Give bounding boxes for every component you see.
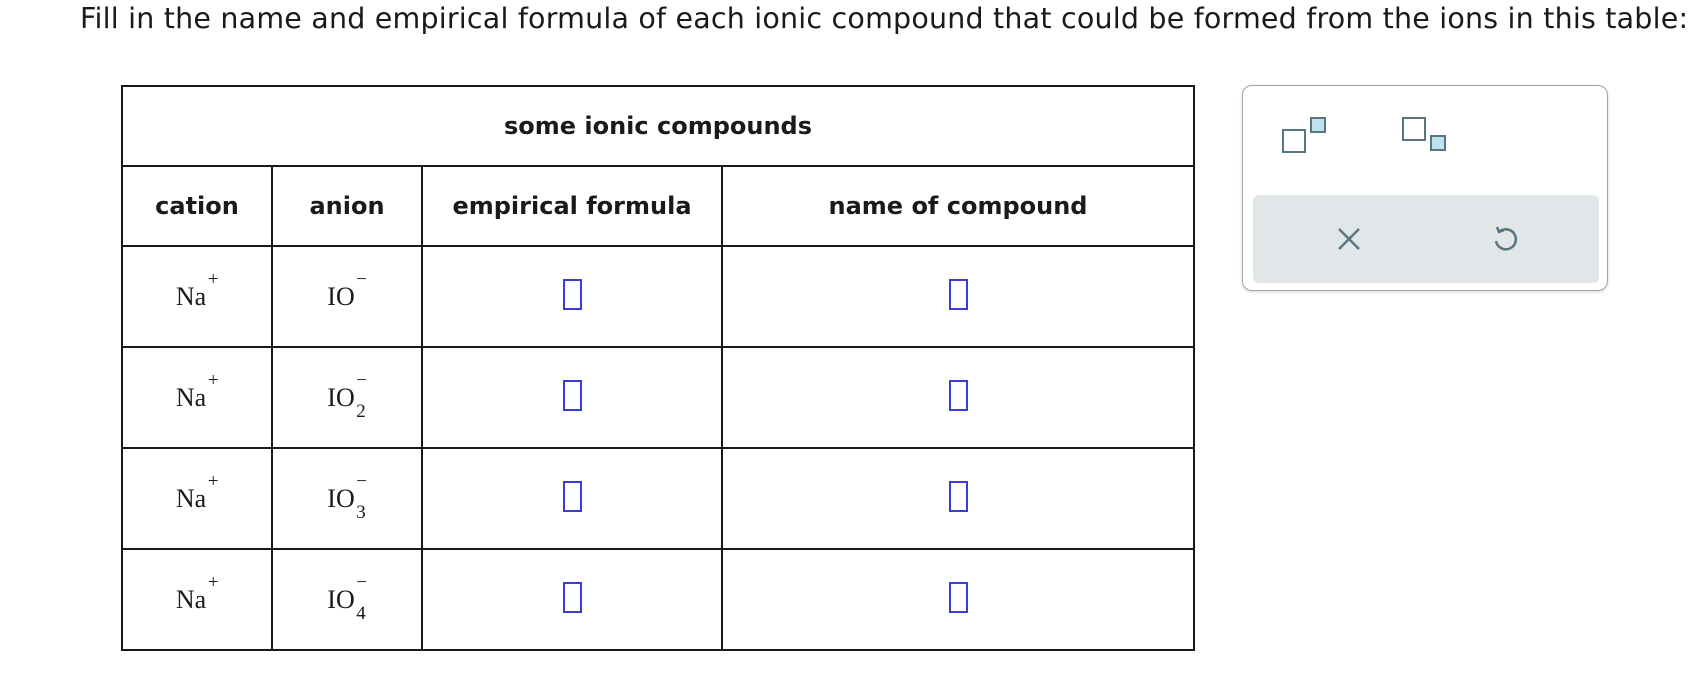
cation-symbol: Na [175,584,207,614]
anion-cell [272,448,422,549]
empirical-formula-input[interactable] [563,582,582,613]
cation-cell [122,347,272,448]
anion-charge: − [356,268,367,290]
empirical-formula-cell [422,448,722,549]
anion-formula [327,571,367,624]
anion-charge: − [356,470,367,492]
cation-cell [122,549,272,650]
cation-cell [122,246,272,347]
table-caption: some ionic compounds [122,86,1194,166]
compound-name-cell [722,549,1194,650]
anion-cell [272,246,422,347]
clear-icon[interactable] [1327,217,1371,261]
cation-symbol: Na [175,382,207,412]
header-name-of-compound: name of compound [722,166,1194,246]
compound-name-input[interactable] [949,481,968,512]
empirical-formula-input[interactable] [563,380,582,411]
anion-cell [272,347,422,448]
anion-subscript: 3 [356,501,366,523]
empirical-formula-input[interactable] [563,279,582,310]
compound-name-input[interactable] [949,582,968,613]
compound-name-cell [722,448,1194,549]
anion-formula [327,470,367,523]
cation-formula [175,571,219,614]
header-empirical-formula: empirical formula [422,166,722,246]
anion-charge: − [356,571,367,593]
anion-subscript: 4 [356,602,366,624]
table-row [122,347,1194,448]
question-prompt: Fill in the name and empirical formula of each ionic compound that could be formed from the ions in this table: [80,2,1689,35]
cation-formula [175,470,219,513]
anion-symbol: IO [327,483,355,513]
cation-charge: + [207,268,219,290]
undo-icon[interactable] [1483,217,1527,261]
anion-symbol: IO [327,382,355,412]
table-row [122,549,1194,650]
cation-charge: + [207,369,219,391]
cation-charge: + [207,470,219,492]
anion-symbol: IO [327,584,355,614]
table-row [122,246,1194,347]
cation-symbol: Na [175,281,207,311]
header-cation: cation [122,166,272,246]
anion-charge: − [356,369,367,391]
ionic-compounds-table [121,85,1195,651]
anion-formula [327,268,367,311]
compound-name-cell [722,347,1194,448]
header-anion: anion [272,166,422,246]
superscript-icon[interactable] [1281,116,1329,156]
compound-name-input[interactable] [949,279,968,310]
action-bar [1253,195,1599,283]
table-row [122,448,1194,549]
empirical-formula-cell [422,549,722,650]
compound-name-cell [722,246,1194,347]
cation-formula [175,369,219,412]
anion-formula [327,369,367,422]
cation-symbol: Na [175,483,207,513]
cation-charge: + [207,571,219,593]
empirical-formula-cell [422,347,722,448]
compound-name-input[interactable] [949,380,968,411]
cation-cell [122,448,272,549]
anion-subscript: 2 [356,400,366,422]
answer-toolbar-panel [1242,85,1608,291]
empirical-formula-input[interactable] [563,481,582,512]
subscript-icon[interactable] [1401,116,1449,156]
cation-formula [175,268,219,311]
empirical-formula-cell [422,246,722,347]
anion-cell [272,549,422,650]
anion-symbol: IO [327,281,355,311]
